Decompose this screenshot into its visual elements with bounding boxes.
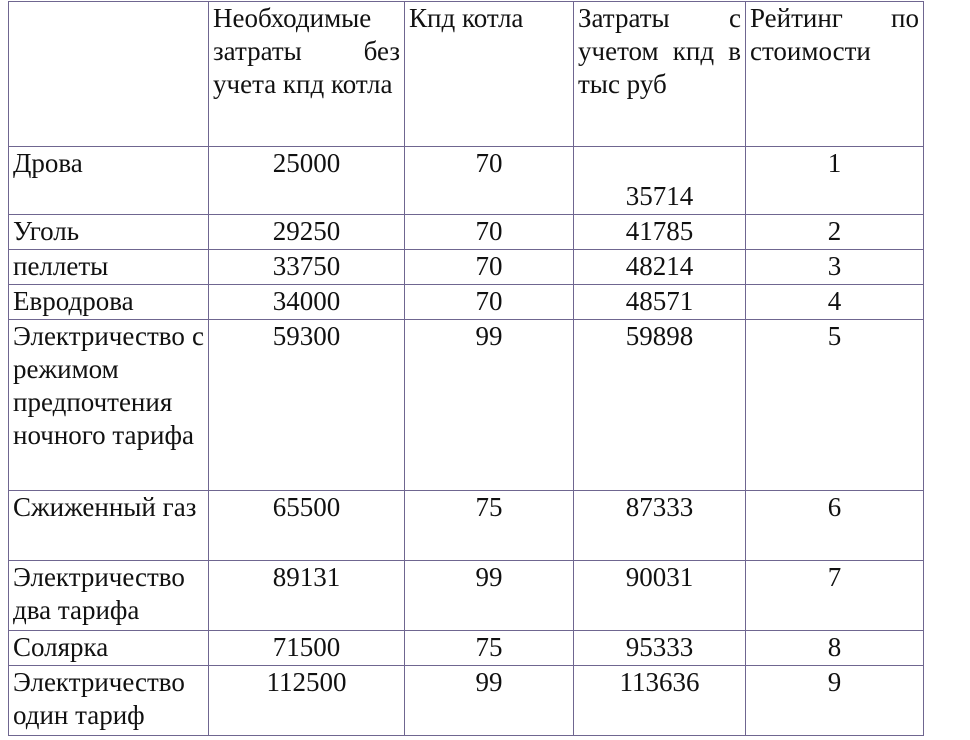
cost-with-eff-cell: 113636 <box>574 666 746 736</box>
rank-cell: 4 <box>746 285 924 320</box>
cost-with-eff-cell: 35714 <box>574 147 746 215</box>
table-row <box>9 215 924 250</box>
fuel-name-cell: Солярка <box>9 631 209 666</box>
cost-no-eff-cell: 71500 <box>209 631 405 666</box>
efficiency-cell: 99 <box>405 320 574 491</box>
fuel-name-cell: Электричество два тарифа <box>9 561 209 631</box>
fuel-name-cell: пеллеты <box>9 250 209 285</box>
efficiency-cell: 99 <box>405 666 574 736</box>
table-row <box>9 561 924 631</box>
rank-cell: 8 <box>746 631 924 666</box>
rank-cell: 5 <box>746 320 924 491</box>
cost-with-eff-cell: 48214 <box>574 250 746 285</box>
cost-no-eff-cell: 25000 <box>209 147 405 215</box>
cost-with-eff-cell: 59898 <box>574 320 746 491</box>
cost-no-eff-cell: 33750 <box>209 250 405 285</box>
table-row <box>9 631 924 666</box>
rank-cell: 1 <box>746 147 924 215</box>
table-row <box>9 147 924 215</box>
rank-cell: 9 <box>746 666 924 736</box>
fuel-cost-table <box>8 1 924 736</box>
header-cell-rank: Рейтинг по стоимости <box>746 2 924 147</box>
fuel-name-cell: Электричество с режимом предпочтения ночного тарифа <box>9 320 209 491</box>
cost-no-eff-cell: 29250 <box>209 215 405 250</box>
table-row <box>9 491 924 561</box>
fuel-name-cell: Сжиженный газ <box>9 491 209 561</box>
cost-no-eff-cell: 59300 <box>209 320 405 491</box>
table-row <box>9 666 924 736</box>
table-row <box>9 320 924 491</box>
rank-cell: 7 <box>746 561 924 631</box>
header-cell-cost-with-eff: Затраты с учетом кпд в тыс руб <box>574 2 746 147</box>
cost-no-eff-cell: 112500 <box>209 666 405 736</box>
header-cell-efficiency: Кпд котла <box>405 2 574 147</box>
cost-with-eff-cell: 48571 <box>574 285 746 320</box>
rank-cell: 2 <box>746 215 924 250</box>
efficiency-cell: 75 <box>405 631 574 666</box>
rank-cell: 3 <box>746 250 924 285</box>
cost-with-eff-cell: 90031 <box>574 561 746 631</box>
table-row <box>9 250 924 285</box>
header-row <box>9 2 924 147</box>
header-cell-cost-no-eff: Необходимые затраты без учета кпд котла <box>209 2 405 147</box>
efficiency-cell: 75 <box>405 491 574 561</box>
cost-with-eff-cell: 87333 <box>574 491 746 561</box>
cost-no-eff-cell: 34000 <box>209 285 405 320</box>
header-cell-empty <box>9 2 209 147</box>
cost-no-eff-cell: 65500 <box>209 491 405 561</box>
cost-with-eff-cell: 95333 <box>574 631 746 666</box>
cost-with-eff-cell: 41785 <box>574 215 746 250</box>
efficiency-cell: 70 <box>405 147 574 215</box>
cost-no-eff-cell: 89131 <box>209 561 405 631</box>
fuel-name-cell: Дрова <box>9 147 209 215</box>
rank-cell: 6 <box>746 491 924 561</box>
fuel-name-cell: Электричество один тариф <box>9 666 209 736</box>
fuel-name-cell: Евродрова <box>9 285 209 320</box>
efficiency-cell: 70 <box>405 215 574 250</box>
efficiency-cell: 70 <box>405 285 574 320</box>
fuel-name-cell: Уголь <box>9 215 209 250</box>
efficiency-cell: 99 <box>405 561 574 631</box>
table-row <box>9 285 924 320</box>
efficiency-cell: 70 <box>405 250 574 285</box>
